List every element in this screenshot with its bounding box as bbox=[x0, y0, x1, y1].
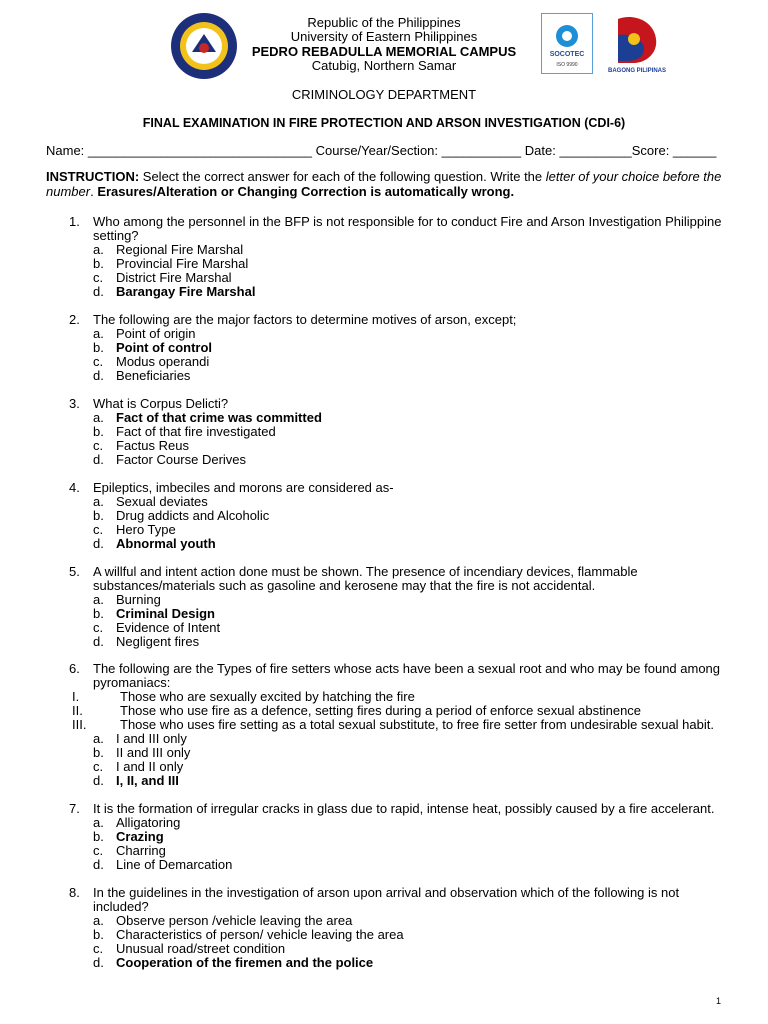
option-letter: d. bbox=[93, 368, 104, 383]
option-text: Burning bbox=[116, 592, 161, 607]
option-text: Hero Type bbox=[116, 522, 176, 537]
svg-text:BAGONG PILIPINAS: BAGONG PILIPINAS bbox=[607, 68, 667, 74]
instruction-italic: letter of your choice before the number bbox=[46, 169, 722, 199]
question-text: The following are the major factors to determine motives of arson, except; bbox=[93, 312, 517, 327]
page-number: 1 bbox=[716, 996, 722, 1006]
header-republic: Republic of the Philippines bbox=[307, 15, 461, 30]
option-letter: d. bbox=[93, 634, 104, 649]
option-text: District Fire Marshal bbox=[116, 270, 232, 285]
option-letter: b. bbox=[93, 745, 104, 760]
option-text: Factor Course Derives bbox=[116, 452, 247, 467]
question-text: It is the formation of irregular cracks in glass due to rapid, intense heat, possibly caused by a fire accelerant. bbox=[93, 801, 715, 816]
option-letter: a. bbox=[93, 731, 104, 746]
option-letter: a. bbox=[93, 815, 104, 830]
question-number: 7. bbox=[69, 801, 80, 816]
option-text-correct: Point of control bbox=[116, 340, 213, 355]
option-text: Charring bbox=[116, 843, 166, 858]
question-text: A willful and intent action done must be shown. The presence of incendiary devices, flammable substances/materials such as gasoline and kerosene may that the fire is not accidental. bbox=[93, 564, 638, 593]
question-text: In the guidelines in the investigation of arson upon arrival and observation which of the following is not included? bbox=[93, 885, 680, 914]
question-number: 8. bbox=[69, 885, 80, 900]
option-text: Line of Demarcation bbox=[116, 857, 233, 872]
option-text-correct: I, II, and III bbox=[116, 773, 179, 788]
option-text: Drug addicts and Alcoholic bbox=[116, 508, 270, 523]
question-number: 6. bbox=[69, 661, 80, 676]
instruction-text: Select the correct answer for each of the following question. Write the bbox=[139, 169, 546, 184]
svg-text:ISO 9990: ISO 9990 bbox=[556, 62, 578, 68]
option-letter: b. bbox=[93, 424, 104, 439]
department-name: CRIMINOLOGY DEPARTMENT bbox=[291, 87, 477, 102]
option-letter: a. bbox=[93, 913, 104, 928]
option-text: Observe person /vehicle leaving the area bbox=[116, 913, 353, 928]
option-text: Point of origin bbox=[116, 326, 196, 341]
option-text: II and III only bbox=[116, 745, 191, 760]
option-text: Negligent fires bbox=[116, 634, 200, 649]
option-text: Beneficiaries bbox=[116, 368, 191, 383]
option-letter: a. bbox=[93, 326, 104, 341]
institution-header bbox=[0, 16, 768, 73]
question-text: Epileptics, imbeciles and morons are considered as- bbox=[93, 480, 394, 495]
student-info-line: Name: _______________________________ Course/Year/Section: ___________ Date: __________Score: ______ bbox=[46, 143, 717, 158]
option-text: Unusual road/street condition bbox=[116, 941, 286, 956]
option-text: Characteristics of person/ vehicle leaving the area bbox=[116, 927, 404, 942]
instruction-label: INSTRUCTION: bbox=[46, 169, 140, 184]
question-number: 5. bbox=[69, 564, 80, 579]
option-letter: b. bbox=[93, 927, 104, 942]
statement-numeral: I. bbox=[72, 689, 80, 704]
option-letter: a. bbox=[93, 410, 104, 425]
question-number: 3. bbox=[69, 396, 80, 411]
option-letter: a. bbox=[93, 494, 104, 509]
option-text: Fact of that fire investigated bbox=[116, 424, 276, 439]
option-letter: d. bbox=[93, 857, 104, 872]
option-text: Sexual deviates bbox=[116, 494, 208, 509]
instruction-warning: Erasures/Alteration or Changing Correction is automatically wrong. bbox=[97, 183, 515, 199]
option-letter: a. bbox=[93, 592, 104, 607]
statement-numeral: II. bbox=[72, 703, 83, 718]
question-text: What is Corpus Delicti? bbox=[93, 396, 229, 411]
statement-numeral: III. bbox=[72, 717, 87, 732]
option-letter: b. bbox=[93, 256, 104, 271]
option-text-correct: Fact of that crime was committed bbox=[116, 410, 322, 425]
option-letter: d. bbox=[93, 536, 104, 551]
option-letter: d. bbox=[93, 773, 104, 788]
instruction-text-2: . bbox=[90, 183, 98, 199]
option-text: Factus Reus bbox=[116, 438, 189, 453]
option-text: Alligatoring bbox=[116, 815, 181, 830]
option-text-correct: Barangay Fire Marshal bbox=[116, 284, 256, 299]
question-text: Who among the personnel in the BFP is not responsible for to conduct Fire and Arson Investigation Philippine setting? bbox=[93, 214, 722, 243]
option-letter: c. bbox=[93, 759, 104, 774]
question-number: 1. bbox=[69, 214, 80, 229]
svg-text:SOCOTEC: SOCOTEC bbox=[549, 51, 585, 58]
option-letter: c. bbox=[93, 620, 104, 635]
option-letter: d. bbox=[93, 955, 104, 970]
question-number: 4. bbox=[69, 480, 80, 495]
option-text: Regional Fire Marshal bbox=[116, 242, 244, 257]
option-text: I and III only bbox=[116, 731, 187, 746]
option-letter: c. bbox=[93, 522, 104, 537]
question-number: 2. bbox=[69, 312, 80, 327]
question-text: The following are the Types of fire setters whose acts have been a sexual root and who may be found among pyromaniacs: bbox=[93, 661, 721, 690]
option-letter: d. bbox=[93, 452, 104, 467]
option-text: Modus operandi bbox=[116, 354, 210, 369]
option-letter: c. bbox=[93, 941, 104, 956]
option-text: I and II only bbox=[116, 759, 184, 774]
option-text-correct: Criminal Design bbox=[116, 606, 215, 621]
option-text-correct: Cooperation of the firemen and the police bbox=[116, 955, 374, 970]
option-text-correct: Crazing bbox=[116, 829, 164, 844]
option-letter: c. bbox=[93, 354, 104, 369]
option-letter: c. bbox=[93, 843, 104, 858]
option-text-correct: Abnormal youth bbox=[116, 536, 216, 551]
header-location: Catubig, Northern Samar bbox=[311, 57, 457, 73]
header-campus: PEDRO REBADULLA MEMORIAL CAMPUS bbox=[251, 43, 517, 59]
statement-text: Those who use fire as a defence, setting fires during a period of enforce sexual abstinence bbox=[120, 703, 642, 718]
exam-title: FINAL EXAMINATION IN FIRE PROTECTION AND ARSON INVESTIGATION (CDI-6) bbox=[142, 116, 626, 130]
option-text: Evidence of Intent bbox=[116, 620, 221, 635]
statement-text: Those who uses fire setting as a total sexual substitute, to free fire setter from undesirable sexual habit. bbox=[120, 717, 714, 732]
statement-text: Those who are sexually excited by hatching the fire bbox=[120, 689, 415, 704]
option-letter: c. bbox=[93, 438, 104, 453]
option-letter: d. bbox=[93, 284, 104, 299]
instruction-paragraph bbox=[46, 170, 736, 199]
option-text: Provincial Fire Marshal bbox=[116, 256, 249, 271]
option-letter: b. bbox=[93, 606, 104, 621]
option-letter: b. bbox=[93, 508, 104, 523]
header-university: University of Eastern Philippines bbox=[290, 29, 478, 45]
option-letter: b. bbox=[93, 340, 104, 355]
option-letter: c. bbox=[93, 270, 104, 285]
option-letter: b. bbox=[93, 829, 104, 844]
option-letter: a. bbox=[93, 242, 104, 257]
